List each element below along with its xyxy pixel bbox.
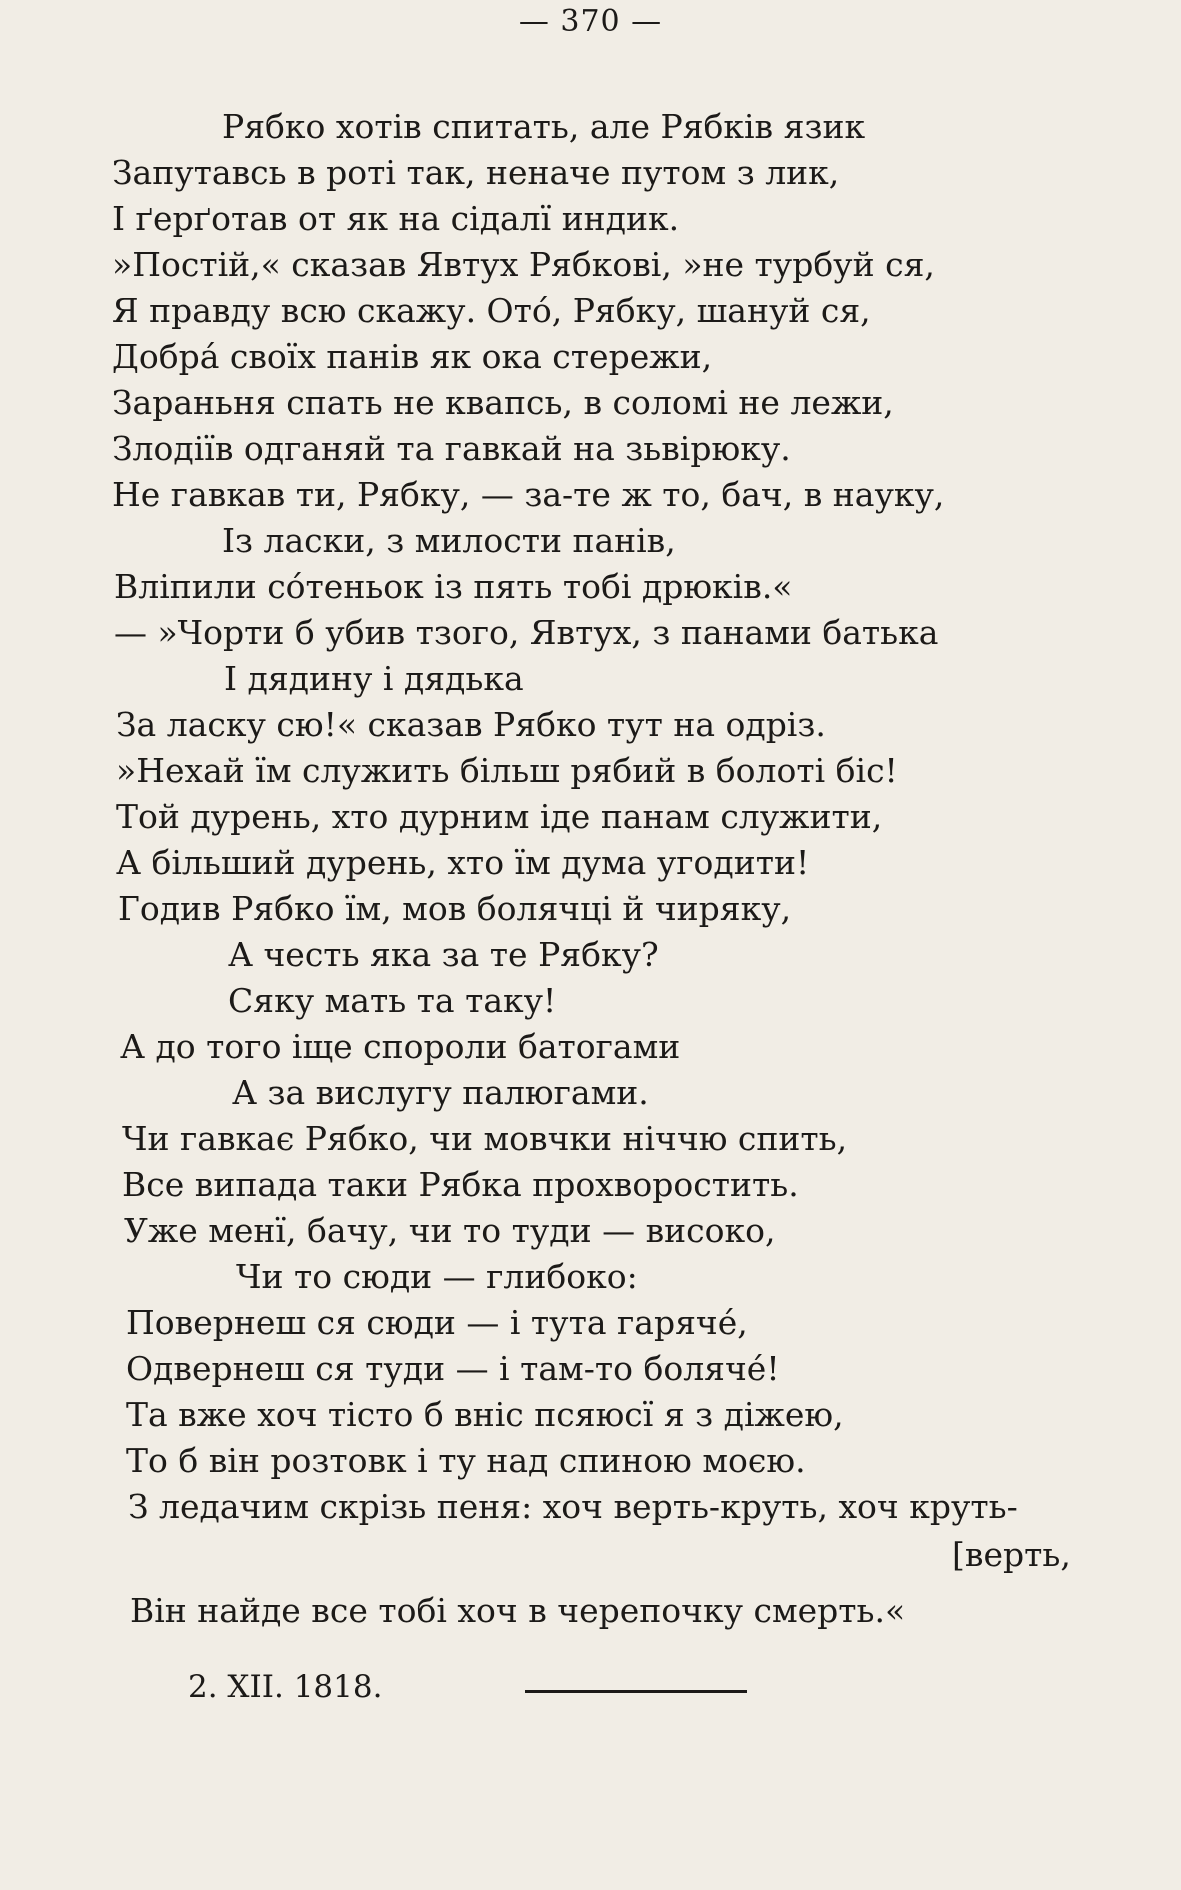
poem-line: А до того іще спороли батогами xyxy=(120,1027,681,1066)
poem-line: Повернеш ся сюди — і тута гаряче́, xyxy=(126,1303,748,1342)
poem-line: Та вже хоч тісто б вніс псяюсї я з діжею, xyxy=(126,1395,844,1434)
poem-line: Сяку мать та таку! xyxy=(228,981,557,1020)
poem-line: Уже менї, бачу, чи то туди — високо, xyxy=(124,1211,776,1250)
poem-line: Чи гавкає Рябко, чи мовчки ніччю спить, xyxy=(122,1119,848,1158)
poem-line: Він найде все тобі хоч в черепочку смерть.« xyxy=(130,1591,906,1630)
poem-line: Я правду всю скажу. Ото́, Рябку, шануй ся, xyxy=(112,291,871,330)
page-number: — 370 — xyxy=(518,4,663,39)
date-line: 2. XII. 1818. xyxy=(188,1669,383,1705)
poem-line: Все випада таки Рябка прохворостить. xyxy=(122,1165,799,1204)
poem-line: А більший дурень, хто їм дума угодити! xyxy=(116,843,810,882)
poem-line: Зараньня спать не квапсь, в соломі не лежи, xyxy=(112,383,894,422)
poem-line: І дядину і дядька xyxy=(224,659,524,698)
poem-line: А честь яка за те Рябку? xyxy=(228,935,659,974)
poem-line: То б він розтовк і ту над спиною моєю. xyxy=(126,1441,806,1480)
poem-line: Рябко хотів спитать, але Рябків язик xyxy=(222,107,866,146)
poem-line: »Постій,« сказав Явтух Рябкові, »не турбуй ся, xyxy=(112,245,935,284)
poem-line: Добра́ своїх панів як ока стережи, xyxy=(112,337,713,376)
poem-line: Не гавкав ти, Рябку, — за-те ж то, бач, в науку, xyxy=(112,475,945,514)
poem-line: І ґерґотав от як на сідалї индик. xyxy=(112,199,680,238)
poem-line-continuation: [верть, xyxy=(952,1535,1071,1574)
poem-line: Чи то сюди — глибоко: xyxy=(236,1257,638,1296)
poem-line: За ласку сю!« сказав Рябко тут на одріз. xyxy=(116,705,826,744)
closing-rule xyxy=(525,1690,747,1693)
poem-line: Злодіїв одганяй та гавкай на зьвірюку. xyxy=(112,429,791,468)
poem-line: Годив Рябко їм, мов болячці й чиряку, xyxy=(118,889,792,928)
poem-line: А за вислугу палюгами. xyxy=(232,1073,649,1112)
poem-line: З ледачим скрізь пеня: хоч верть-круть, хоч круть- xyxy=(128,1487,1018,1526)
poem-line: Із ласки, з милости панів, xyxy=(222,521,676,560)
poem-line: Одвернеш ся туди — і там-то боляче́! xyxy=(126,1349,780,1388)
poem-line: »Нехай їм служить більш рябий в болоті біс! xyxy=(116,751,898,790)
poem-line: Той дурень, хто дурним іде панам служити, xyxy=(116,797,883,836)
poem-line: — »Чорти б убив тзого, Явтух, з панами батька xyxy=(114,613,939,652)
poem-line: Запутавсь в роті так, неначе путом з лик, xyxy=(112,153,840,192)
poem-line: Вліпили со́теньок із пять тобі дрюків.« xyxy=(114,567,793,606)
